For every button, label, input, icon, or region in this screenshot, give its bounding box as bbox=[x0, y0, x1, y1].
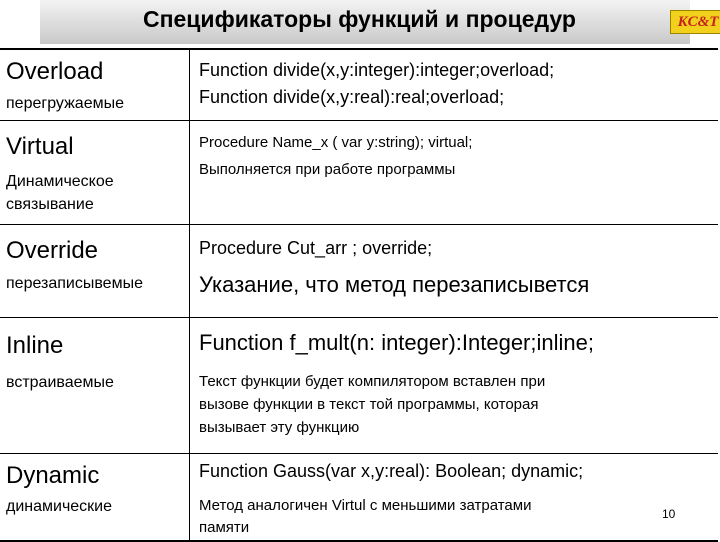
title-bar bbox=[40, 0, 719, 44]
description-line: вызывает эту функцию bbox=[199, 419, 360, 436]
meaning-virtual-line1: Динамическое bbox=[6, 173, 114, 190]
slide-title: Спецификаторы функций и процедур bbox=[143, 6, 576, 32]
meaning-virtual-line2: связывание bbox=[6, 196, 94, 213]
keyword-overload: Overload bbox=[6, 58, 104, 85]
code-line: Function divide(x,y:integer):integer;overload; bbox=[199, 60, 555, 80]
specifiers-table bbox=[0, 48, 718, 542]
code-line: Procedure Cut_arr ; override; bbox=[199, 238, 433, 258]
description-line: Указание, что метод перезаписывется bbox=[199, 272, 590, 297]
description-line: Текст функции будет компилятором вставлен при bbox=[199, 373, 546, 390]
page-number: 10 bbox=[662, 507, 676, 521]
code-line: Function divide(x,y:real):real;overload; bbox=[199, 87, 505, 107]
meaning-dynamic: динамические bbox=[6, 498, 113, 515]
table-row-override bbox=[0, 225, 718, 318]
keyword-dynamic: Dynamic bbox=[6, 462, 100, 489]
code-line: Function Gauss(var x,y:real): Boolean; dynamic; bbox=[199, 461, 584, 481]
code-line: Procedure Name_x ( var y:string); virtual; bbox=[199, 134, 473, 151]
kct-logo: KC&T bbox=[670, 10, 720, 34]
code-line: Function f_mult(n: integer):Integer;inline; bbox=[199, 330, 594, 355]
table-row-virtual bbox=[0, 121, 718, 225]
meaning-inline: встраиваемые bbox=[6, 374, 114, 391]
description-line: Выполняется при работе программы bbox=[199, 161, 456, 178]
description-line: вызове функции в текст той программы, которая bbox=[199, 396, 539, 413]
keyword-virtual: Virtual bbox=[6, 133, 74, 160]
description-line: Метод аналогичен Virtul с меньшими затратами bbox=[199, 497, 532, 514]
table-row-overload bbox=[0, 50, 718, 121]
keyword-inline: Inline bbox=[6, 332, 64, 359]
table-row-inline bbox=[0, 318, 718, 454]
keyword-override: Override bbox=[6, 237, 99, 264]
meaning-override: перезаписывемые bbox=[6, 275, 143, 292]
table-row-dynamic bbox=[0, 454, 718, 540]
description-line: памяти bbox=[199, 519, 250, 536]
meaning-overload: перегружаемые bbox=[6, 95, 124, 112]
